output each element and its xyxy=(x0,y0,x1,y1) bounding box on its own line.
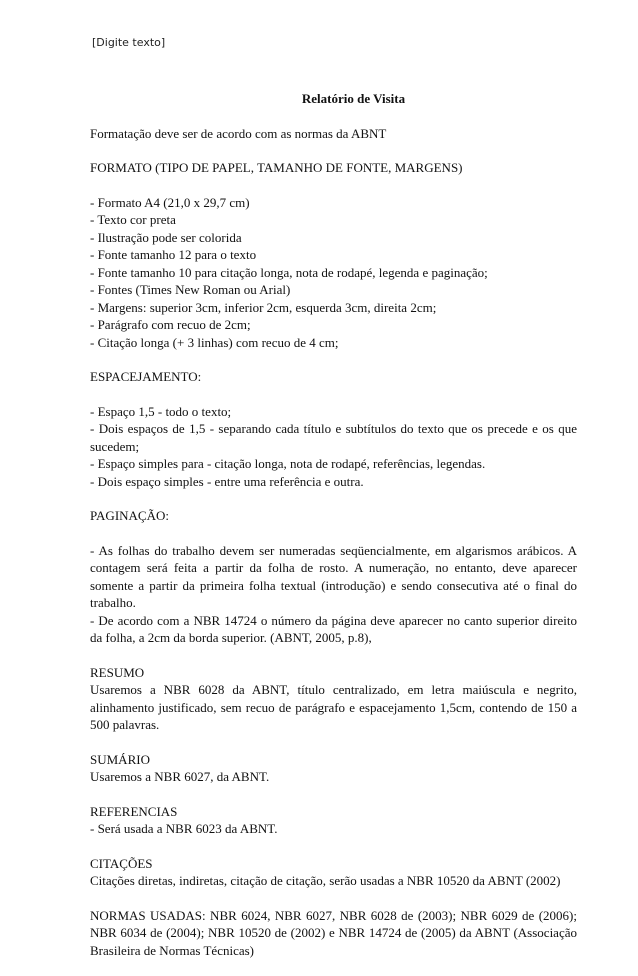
list-item: - Dois espaço simples - entre uma referência e outra. xyxy=(90,473,364,489)
sumario-title: SUMÁRIO xyxy=(90,751,150,767)
list-item: - As folhas do trabalho devem ser numeradas seqüencialmente, em algarismos arábicos. A contagem será feita a partir da folha de rosto. A numeração, no entanto, deve aparecer somente a partir da primeira folha textual (introdução) e sendo consecutiva até o final do trabalho. xyxy=(90,542,577,610)
referencias-body: - Será usada a NBR 6023 da ABNT. xyxy=(90,821,278,836)
sumario-body: Usaremos a NBR 6027, da ABNT. xyxy=(90,769,270,784)
referencias-title: REFERENCIAS xyxy=(90,803,178,819)
espacamento-heading: ESPACEJAMENTO: xyxy=(90,369,202,384)
list-item: - Fonte tamanho 10 para citação longa, nota de rodapé, legenda e paginação; xyxy=(90,264,488,280)
formato-list xyxy=(90,194,577,352)
paginacao-heading: PAGINAÇÃO: xyxy=(90,508,169,523)
list-item: - Parágrafo com recuo de 2cm; xyxy=(90,317,251,332)
list-item: - Texto cor preta xyxy=(90,212,176,227)
resumo-section xyxy=(90,664,577,734)
list-item: - Ilustração pode ser colorida xyxy=(90,229,242,245)
intro-paragraph: Formatação deve ser de acordo com as normas da ABNT xyxy=(90,125,387,141)
list-item: - Fonte tamanho 12 para o texto xyxy=(90,247,257,262)
list-item: - Formato A4 (21,0 x 29,7 cm) xyxy=(90,194,250,210)
list-item: - Fontes (Times New Roman ou Arial) xyxy=(90,282,291,297)
citacoes-title: CITAÇÕES xyxy=(90,855,153,871)
document-body xyxy=(90,90,577,976)
normas-paragraph: NORMAS USADAS: NBR 6024, NBR 6027, NBR 6028 de (2003); NBR 6029 de (2006); NBR 6034 de (2004); NBR 10520 de (2002) e NBR 14724 de (2005) da ABNT (Associação Brasileira de Normas Técnicas) xyxy=(90,907,577,958)
citacoes-body: Citações diretas, indiretas, citação de citação, serão usadas a NBR 10520 da ABNT (2002) xyxy=(90,873,561,888)
sumario-section xyxy=(90,751,577,786)
list-item: - Espaço simples para - citação longa, nota de rodapé, referências, legendas. xyxy=(90,456,486,471)
paginacao-list xyxy=(90,542,577,647)
document-title: Relatório de Visita xyxy=(301,91,406,106)
list-item: - De acordo com a NBR 14724 o número da página deve aparecer no canto superior direito da folha, a 2cm da borda superior. (ABNT, 2005, p.8), xyxy=(90,612,577,645)
espacamento-list xyxy=(90,403,577,491)
resumo-body: Usaremos a NBR 6028 da ABNT, título centralizado, em letra maiúscula e negrito, alinhamento justificado, sem recuo de parágrafo e espacejamento 1,5cm, contendo de 150 a 500 palavras. xyxy=(90,682,577,732)
list-item: - Citação longa (+ 3 linhas) com recuo de 4 cm; xyxy=(90,334,339,350)
page-header: [Digite texto] xyxy=(92,36,166,49)
list-item: - Margens: superior 3cm, inferior 2cm, esquerda 3cm, direita 2cm; xyxy=(90,299,437,315)
list-item: - Espaço 1,5 - todo o texto; xyxy=(90,403,232,419)
resumo-title: RESUMO xyxy=(90,664,145,680)
referencias-section xyxy=(90,803,577,838)
formato-heading: FORMATO (TIPO DE PAPEL, TAMANHO DE FONTE, MARGENS) xyxy=(90,160,463,175)
list-item: - Dois espaços de 1,5 - separando cada título e subtítulos do texto que os precede e os que sucedem; xyxy=(90,421,577,454)
citacoes-section xyxy=(90,855,577,890)
